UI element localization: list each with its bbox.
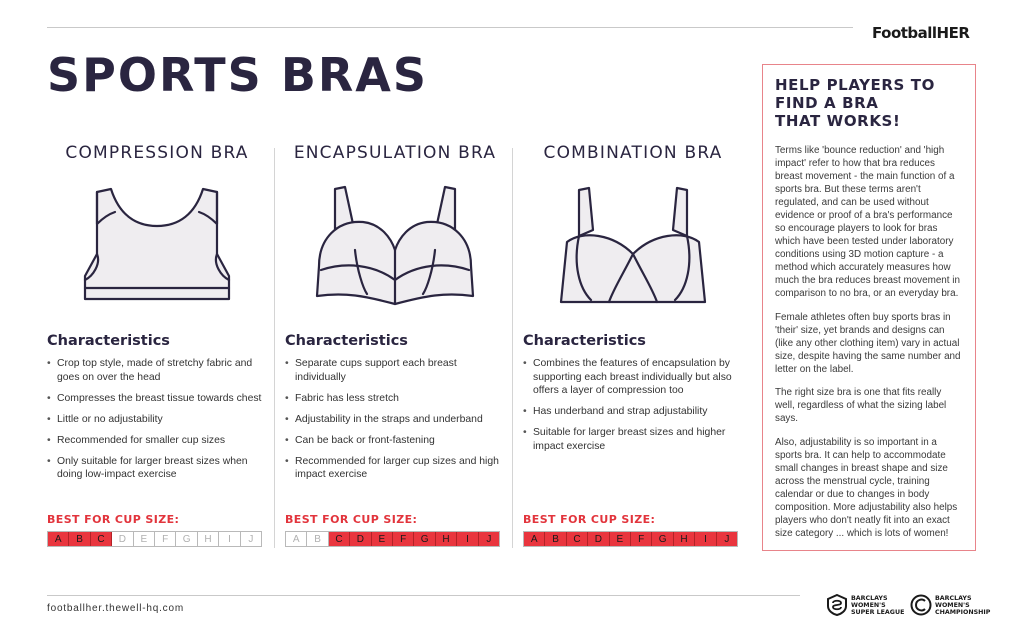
characteristics-list <box>285 357 505 489</box>
cup-size-a: A <box>524 532 545 546</box>
cup-size-g: G <box>652 532 673 546</box>
cup-size-h: H <box>198 532 219 546</box>
column-divider <box>512 148 513 548</box>
characteristics-heading: Characteristics <box>285 333 408 349</box>
wsl-logo <box>826 592 904 618</box>
sidebar-paragraph: Female athletes often buy sports bras in 'their' size, yet brands and designs can (like any other clothing item) vary in actual size, despite having the same number and letter on the label. <box>775 311 961 375</box>
characteristics-heading: Characteristics <box>47 333 170 349</box>
cup-size-f: F <box>155 532 176 546</box>
footballher-logo: FootballHER <box>872 24 970 42</box>
cup-size-h: H <box>674 532 695 546</box>
cup-size-e: E <box>372 532 393 546</box>
cup-size-i: I <box>695 532 716 546</box>
cup-size-c: C <box>91 532 112 546</box>
cup-size-b: B <box>545 532 566 546</box>
cup-size-a: A <box>286 532 307 546</box>
cup-size-f: F <box>393 532 414 546</box>
characteristics-heading: Characteristics <box>523 333 646 349</box>
wsl-shield-icon <box>826 594 848 616</box>
cup-size-i: I <box>457 532 478 546</box>
top-rule <box>47 27 853 28</box>
list-item: • Fabric has less stretch <box>285 392 505 406</box>
best-for-cup-label: BEST FOR CUP SIZE: <box>47 513 180 526</box>
sidebar-title: HELP PLAYERS TO FIND A BRA THAT WORKS! <box>775 76 935 130</box>
cup-size-g: G <box>176 532 197 546</box>
cup-size-h: H <box>436 532 457 546</box>
cup-size-j: J <box>479 532 499 546</box>
cup-size-a: A <box>48 532 69 546</box>
combination-bra-illustration <box>543 184 723 314</box>
combination-bra-column <box>523 140 743 550</box>
cup-size-scale <box>47 531 262 547</box>
column-divider <box>274 148 275 548</box>
sidebar-paragraph: Terms like 'bounce reduction' and 'high impact' refer to how that bra reduces breast movement - the main function of a sports bra. But these terms aren't regulated, and can be used without evidence or proof of a bra's performance so encourage players to look for bras which have been tested under laboratory conditions using 3D motion capture - a method which accurately measures how much the bra reduces breast movement in comparison to no bra, or an everyday bra. <box>775 145 960 299</box>
column-title: ENCAPSULATION BRA <box>293 143 497 163</box>
cup-size-d: D <box>588 532 609 546</box>
list-item: • Compresses the breast tissue towards chest <box>47 392 267 406</box>
cup-size-d: D <box>112 532 133 546</box>
characteristics-list <box>523 357 743 461</box>
encapsulation-bra-column <box>285 140 505 550</box>
list-item: • Suitable for larger breast sizes and higher impact exercise <box>523 426 743 453</box>
cup-size-b: B <box>69 532 90 546</box>
cup-size-j: J <box>717 532 737 546</box>
cup-size-c: C <box>567 532 588 546</box>
column-title: COMBINATION BRA <box>543 143 723 163</box>
best-for-cup-label: BEST FOR CUP SIZE: <box>523 513 656 526</box>
wc-circle-icon <box>910 594 932 616</box>
list-item: • Combines the features of encapsulation by supporting each breast individually but also offers a layer of compression too <box>523 357 743 398</box>
list-item: • Recommended for smaller cup sizes <box>47 434 267 448</box>
cup-size-e: E <box>134 532 155 546</box>
list-item: • Adjustability in the straps and underband <box>285 413 505 427</box>
best-for-cup-label: BEST FOR CUP SIZE: <box>285 513 418 526</box>
cup-size-i: I <box>219 532 240 546</box>
list-item: • Recommended for larger cup sizes and high impact exercise <box>285 455 505 482</box>
cup-size-e: E <box>610 532 631 546</box>
sidebar-paragraph: Also, adjustability is so important in a sports bra. It can help to accommodate small changes in breast shape and size across the menstrual cycle, training calendar or due to changes in body composition. More adjustability also helps players who don't neatly fit into an exact size category ... which is lots of women! <box>775 436 958 539</box>
compression-bra-column <box>47 140 267 550</box>
characteristics-list <box>47 357 267 489</box>
cup-size-scale <box>523 531 738 547</box>
wc-logo <box>910 592 990 618</box>
list-item: • Can be back or front-fastening <box>285 434 505 448</box>
list-item: • Separate cups support each breast individually <box>285 357 505 384</box>
cup-size-c: C <box>329 532 350 546</box>
list-item: • Only suitable for larger breast sizes when doing low-impact exercise <box>47 455 267 482</box>
wsl-logo-text: BARCLAYS WOMEN'S SUPER LEAGUE <box>851 594 905 616</box>
cup-size-d: D <box>350 532 371 546</box>
cup-size-f: F <box>631 532 652 546</box>
wc-logo-text: BARCLAYS WOMEN'S CHAMPIONSHIP <box>935 594 991 616</box>
sidebar-paragraph: The right size bra is one that fits really well, regardless of what the sizing label says. <box>775 387 947 424</box>
encapsulation-bra-illustration <box>305 184 485 314</box>
bottom-rule <box>47 595 800 596</box>
cup-size-b: B <box>307 532 328 546</box>
help-players-sidebar <box>762 64 976 551</box>
page-title: SPORTS BRAS <box>47 48 429 102</box>
list-item: • Crop top style, made of stretchy fabric and goes on over the head <box>47 357 267 384</box>
list-item: • Has underband and strap adjustability <box>523 405 743 419</box>
compression-bra-illustration <box>67 184 247 314</box>
cup-size-j: J <box>241 532 261 546</box>
column-title: COMPRESSION BRA <box>65 143 249 163</box>
cup-size-scale <box>285 531 500 547</box>
cup-size-g: G <box>414 532 435 546</box>
list-item: • Little or no adjustability <box>47 413 267 427</box>
footer-url[interactable]: footballher.thewell-hq.com <box>47 603 184 614</box>
